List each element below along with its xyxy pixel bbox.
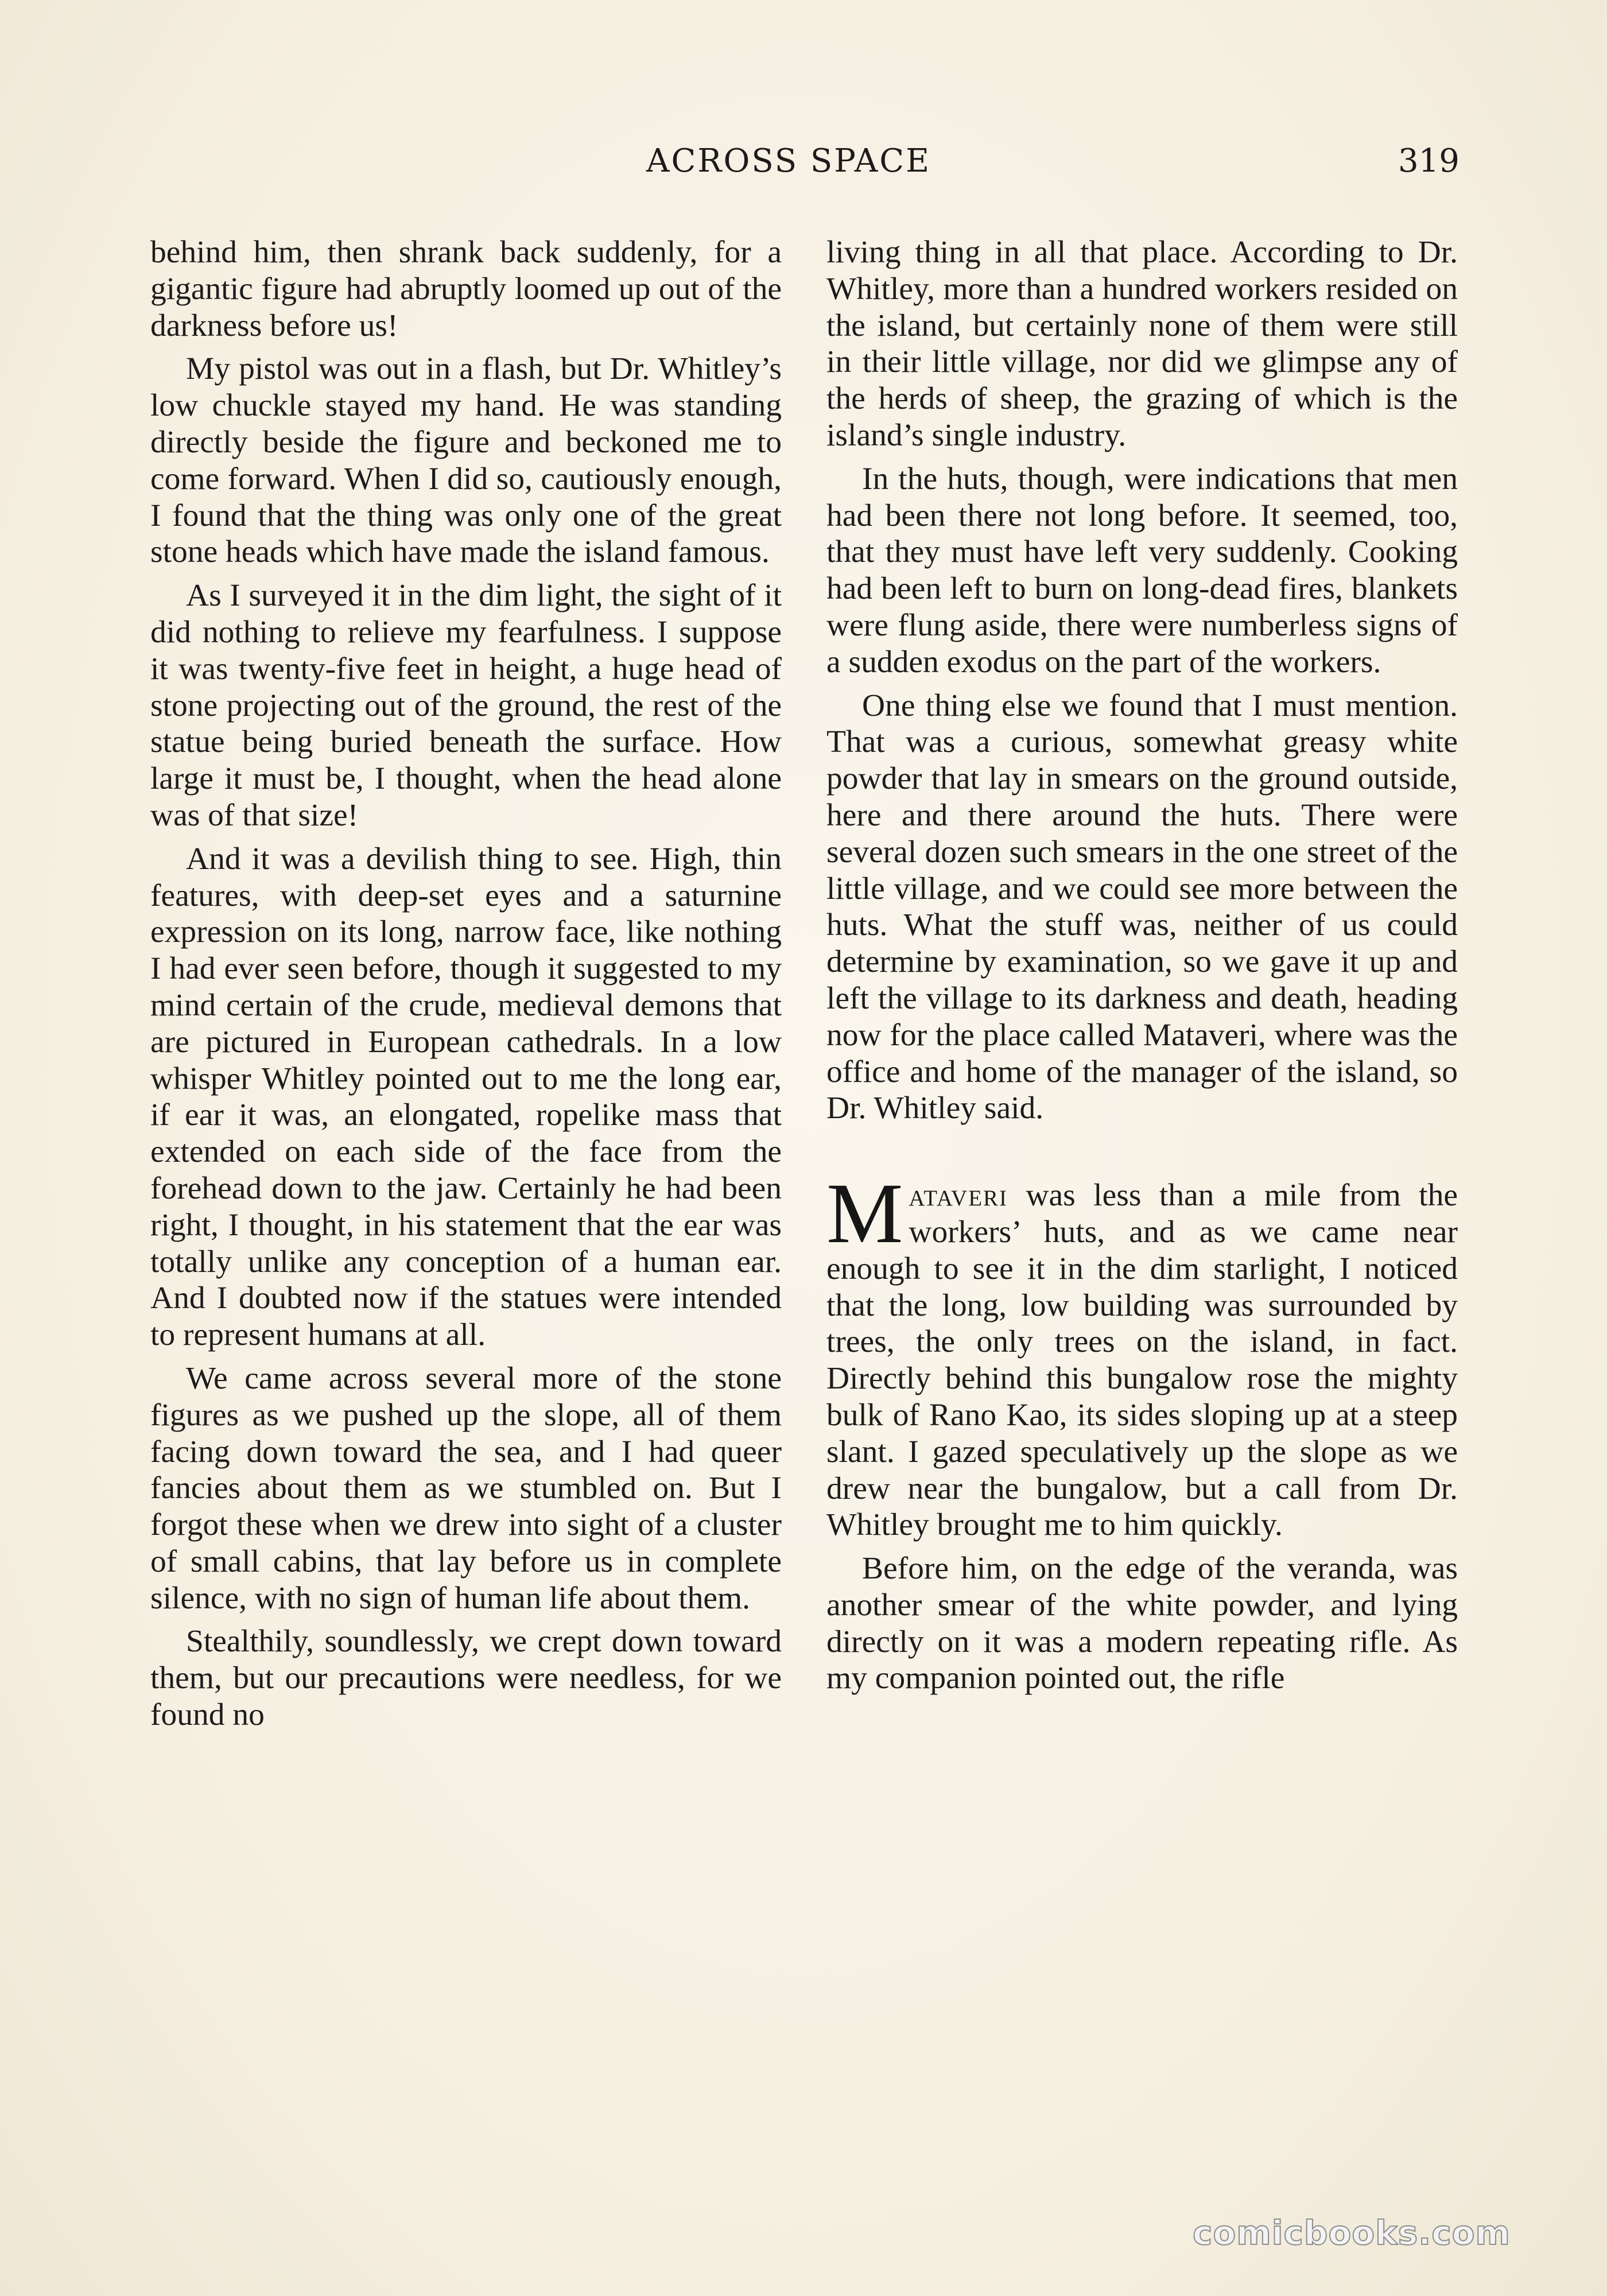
paragraph: behind him, then shrank back suddenly, for a gigantic figure had abruptly loomed up out of the darkness before us!	[150, 235, 782, 343]
section-break	[826, 1134, 1458, 1177]
left-text-column	[150, 234, 782, 1740]
paragraph: Stealthily, soundlessly, we crept down toward them, but our precautions were needless, for we found no	[150, 1624, 782, 1733]
drop-cap: M	[826, 1166, 903, 1262]
paragraph: My pistol was out in a flash, but Dr. Whitley’s low chuckle stayed my hand. He was standing directly beside the figure and beckoned me to come forward. When I did so, cautiously enough, I found that the thing was only one of the great stone heads which have made the island famous.	[150, 351, 782, 570]
watermark: comicbooks.com	[1193, 2213, 1511, 2252]
paragraph: In the huts, though, were indications that men had been there not long before. It seemed, too, that they must have left very suddenly. Cooking had been left to burn on long-dead fires, blankets were flung aside, there were numberless signs of a sudden exodus on the part of the workers.	[826, 461, 1458, 680]
paragraph: We came across several more of the stone figures as we pushed up the slope, all of them facing down toward the sea, and I had queer fancies about them as we stumbled on. But I forgot these when we drew into sight of a cluster of small cabins, that lay before us in complete silence, with no sign of human life about them.	[150, 1360, 782, 1616]
page-number: 319	[1398, 142, 1460, 180]
paragraph: And it was a devilish thing to see. High, thin features, with deep-set eyes and a saturnine expression on its long, narrow face, like nothing I had ever seen before, though it suggested to my mind certain of the crude, medieval demons that are pictured in European cathedrals. In a low whisper Whitley pointed out to me the long ear, if ear it was, an elongated, ropelike mass that extended on each side of the face from the forehead down to the jaw. Certainly he had been right, I thought, in his statement that the ear was totally unlike any conception of a human ear. And I doubted now if the statues were intended to represent humans at all.	[150, 841, 782, 1353]
paragraph-text: was less than a mile from the workers’ huts, and as we came near enough to see it in the dim starlight, I noticed that the long, low building was surrounded by trees, the only trees on the island, in fact. Directly behind this bungalow rose the mighty bulk of Rano Kao, its sides sloping up at a steep slant. I gazed speculatively up the slope as we drew near the bungalow, but a call from Dr. Whitley brought me to him quickly.	[826, 1178, 1458, 1543]
running-head	[0, 142, 1607, 188]
paragraph: living thing in all that place. According to Dr. Whitley, more than a hundred workers resided on the island, but certainly none of them were still in their little village, nor did we glimpse any of the herds of sheep, the grazing of which is the island’s single industry.	[826, 235, 1458, 453]
running-title: ACROSS SPACE	[646, 142, 931, 180]
paragraph: Before him, on the edge of the veranda, was another smear of the white powder, and lying directly on it was a modern repeating rifle. As my companion pointed out, the rifle	[826, 1551, 1458, 1696]
paragraph: One thing else we found that I must mention. That was a curious, somewhat greasy white powder that lay in smears on the ground outside, here and there around the huts. There were several dozen such smears in the one street of the little village, and we could see more between the huts. What the stuff was, neither of us could determine by examination, so we gave it up and left the village to its darkness and death, heading now for the place called Mataveri, where was the office and home of the manager of the island, so Dr. Whitley said.	[826, 688, 1458, 1126]
paragraph: As I surveyed it in the dim light, the sight of it did nothing to relieve my fearfulness. I suppose it was twenty-five feet in height, a huge head of stone projecting out of the ground, the rest of the statue being buried beneath the surface. How large it must be, I thought, when the head alone was of that size!	[150, 578, 782, 833]
small-caps-word: ataveri	[909, 1178, 1008, 1213]
section-opening-paragraph	[826, 1166, 1458, 1543]
right-text-column	[826, 234, 1458, 1704]
